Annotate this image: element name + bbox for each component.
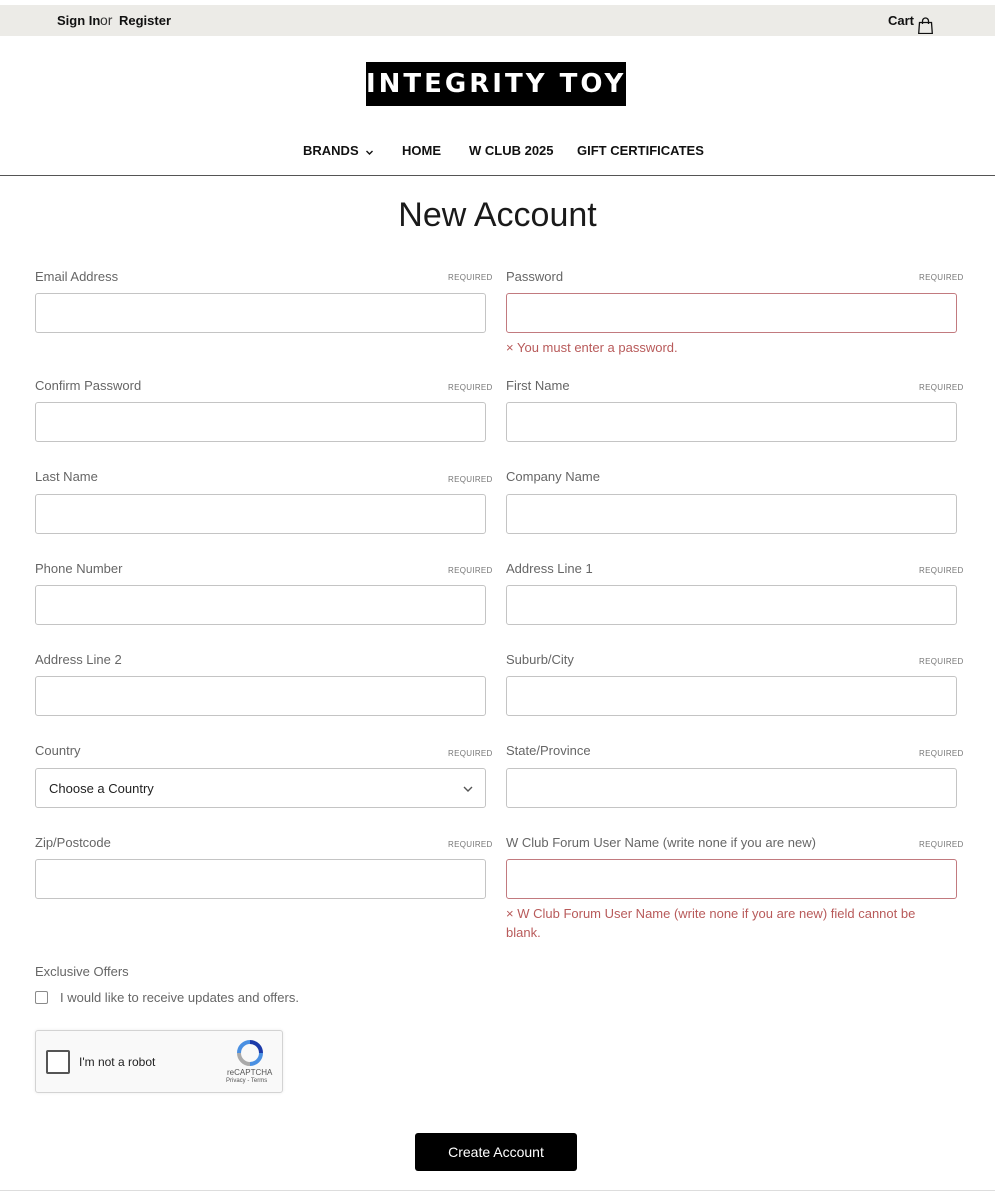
city-field[interactable] xyxy=(506,676,957,716)
cart-link[interactable]: Cart xyxy=(888,13,915,28)
required-tag: REQUIRED xyxy=(448,840,493,849)
password-error xyxy=(506,338,678,357)
last-name-field[interactable] xyxy=(35,494,486,534)
logo-text: INTEGRITY TOYS xyxy=(366,69,649,99)
wclub-username-label: W Club Forum User Name (write none if you are new) xyxy=(506,835,816,850)
company-name-label: Company Name xyxy=(506,469,600,484)
email-label: Email Address xyxy=(35,269,119,284)
company-name-field[interactable] xyxy=(506,494,957,534)
recaptcha-icon xyxy=(236,1039,264,1067)
last-name-label: Last Name xyxy=(35,469,98,484)
recaptcha-checkbox[interactable] xyxy=(46,1050,70,1074)
footer-divider xyxy=(0,1190,995,1191)
offers-checkbox-label[interactable]: I would like to receive updates and offers. xyxy=(60,990,299,1005)
nav-item-gift-certificates[interactable]: GIFT CERTIFICATES xyxy=(577,143,704,158)
bag-icon[interactable] xyxy=(918,17,933,34)
required-tag: REQUIRED xyxy=(919,840,964,849)
brand-logo[interactable] xyxy=(366,62,649,106)
page-title: New Account xyxy=(398,196,597,234)
password-field[interactable] xyxy=(506,293,957,333)
wclub-username-field[interactable] xyxy=(506,859,957,899)
exclusive-offers-label: Exclusive Offers xyxy=(35,964,129,979)
city-label: Suburb/City xyxy=(506,652,574,667)
or-text: or xyxy=(100,12,113,28)
nav-item-w-club-2025[interactable]: W CLUB 2025 xyxy=(469,143,554,158)
required-tag: REQUIRED xyxy=(448,273,493,282)
recaptcha-label: I'm not a robot xyxy=(79,1055,156,1069)
password-label: Password xyxy=(506,269,564,284)
zip-field[interactable] xyxy=(35,859,486,899)
register-link[interactable]: Register xyxy=(119,13,172,28)
confirm-password-label: Confirm Password xyxy=(35,378,142,393)
wclub-username-error xyxy=(506,904,946,942)
zip-label: Zip/Postcode xyxy=(35,835,111,850)
chevron-down-icon[interactable] xyxy=(365,148,374,157)
sign-in-link[interactable]: Sign In xyxy=(57,13,101,28)
address-line-1-field[interactable] xyxy=(506,585,957,625)
required-tag: REQUIRED xyxy=(919,749,964,758)
nav-item-brands[interactable]: BRANDS xyxy=(303,143,359,158)
state-label: State/Province xyxy=(506,743,591,758)
country-select[interactable] xyxy=(35,768,486,808)
confirm-password-field[interactable] xyxy=(35,402,486,442)
create-account-button[interactable]: Create Account xyxy=(415,1133,577,1171)
error-icon: × xyxy=(506,906,514,921)
state-field[interactable] xyxy=(506,768,957,808)
required-tag: REQUIRED xyxy=(919,273,964,282)
email-field[interactable] xyxy=(35,293,486,333)
country-label: Country xyxy=(35,743,81,758)
address-line-2-label: Address Line 2 xyxy=(35,652,122,667)
password-error-text: You must enter a password. xyxy=(516,340,678,355)
phone-label: Phone Number xyxy=(35,561,123,576)
recaptcha-widget xyxy=(35,1030,283,1093)
first-name-field[interactable] xyxy=(506,402,957,442)
country-select-value: Choose a Country xyxy=(49,781,154,796)
required-tag: REQUIRED xyxy=(448,566,493,575)
top-bar xyxy=(0,5,995,36)
phone-field[interactable] xyxy=(35,585,486,625)
wclub-username-error-text: W Club Forum User Name (write none if you are new) field cannot be blank. xyxy=(506,906,916,940)
required-tag: REQUIRED xyxy=(919,566,964,575)
offers-checkbox[interactable] xyxy=(35,991,48,1004)
address-line-2-field[interactable] xyxy=(35,676,486,716)
chevron-down-icon xyxy=(463,784,473,794)
required-tag: REQUIRED xyxy=(448,475,493,484)
recaptcha-links[interactable]: Privacy - Terms xyxy=(226,1078,268,1084)
nav-item-home[interactable]: HOME xyxy=(402,143,441,158)
address-line-1-label: Address Line 1 xyxy=(506,561,593,576)
required-tag: REQUIRED xyxy=(919,657,964,666)
required-tag: REQUIRED xyxy=(448,749,493,758)
main-nav xyxy=(0,130,995,176)
error-icon: × xyxy=(506,340,514,355)
required-tag: REQUIRED xyxy=(919,383,964,392)
recaptcha-brand: reCAPTCHA xyxy=(227,1068,273,1077)
first-name-label: First Name xyxy=(506,378,570,393)
required-tag: REQUIRED xyxy=(448,383,493,392)
